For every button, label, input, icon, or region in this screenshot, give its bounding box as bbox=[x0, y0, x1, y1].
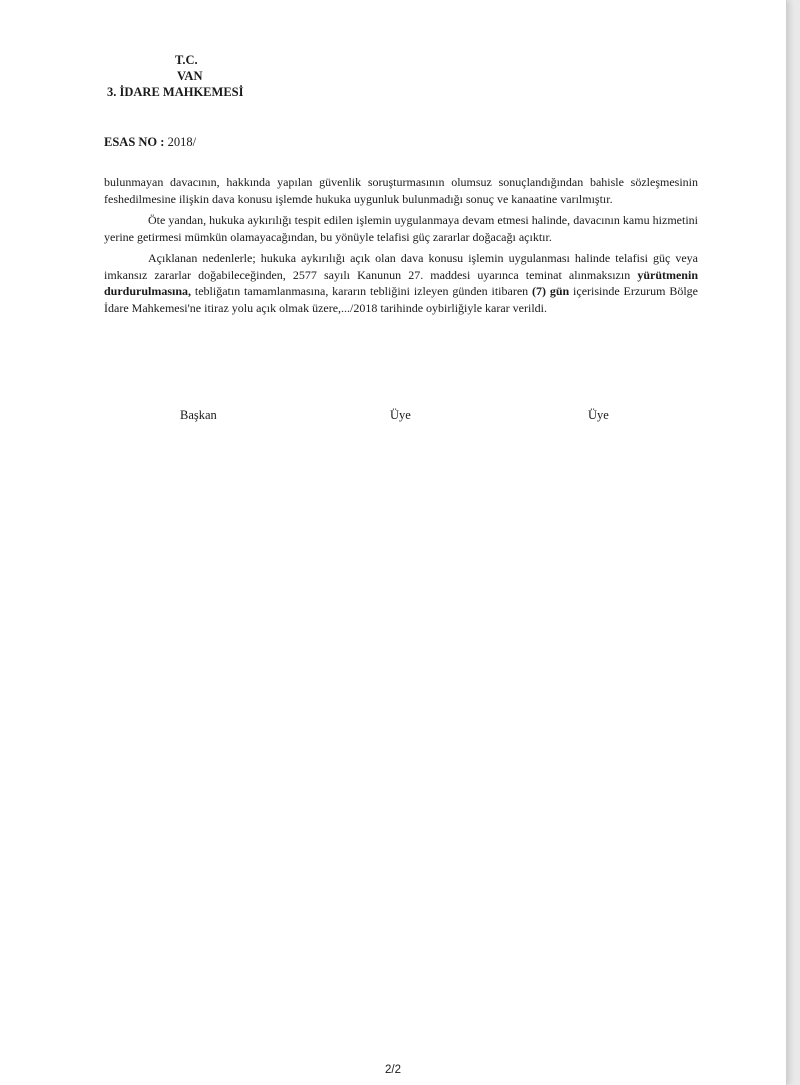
header-city: VAN bbox=[177, 69, 203, 83]
signature-member-1: Üye bbox=[390, 408, 411, 422]
signature-president: Başkan bbox=[180, 408, 217, 422]
header-tc: T.C. bbox=[175, 53, 198, 67]
header-court-name: 3. İDARE MAHKEMESİ bbox=[107, 85, 244, 99]
esas-label: ESAS NO : bbox=[104, 135, 165, 149]
signature-member-2: Üye bbox=[588, 408, 609, 422]
esas-number bbox=[104, 135, 196, 150]
paragraph-3-bold-days: (7) gün bbox=[532, 284, 570, 298]
paragraph-3-part-c: içerisinde Erzurum Bölge İdare Mahkemesi'ne itiraz yolu açık olmak üzere,.../2018 tarihinde oybirliğiyle karar verildi. bbox=[104, 284, 699, 315]
paragraph-3-part-b: tebliğatın tamamlanmasına, kararın tebliğini izleyen günden itibaren bbox=[191, 284, 532, 298]
esas-value: 2018/ bbox=[167, 135, 197, 149]
court-header bbox=[105, 52, 305, 100]
decision-body bbox=[104, 174, 698, 321]
paragraph-3-bold-stay: yürütmenin durdurulmasına, bbox=[104, 267, 698, 298]
paragraph-3-part-a: Açıklanan nedenlerle; hukuka aykırılığı açık olan dava konusu işlemin uygulanması halinde telafisi güç veya imkansız zararlar doğabileceğinden, 2577 sayılı Kanunun 27. maddesi uyarınca teminat alınmaksızın bbox=[104, 251, 698, 282]
paragraph-2: Öte yandan, hukuka aykırılığı tespit edilen işlemin uygulanmaya devam etmesi halinde, davacının kamu hizmetini yerine getirmesi mümkün olamayacağından, bu yönüyle telafisi güç zararlar doğacağı açıktır. bbox=[104, 213, 698, 244]
paragraph-3 bbox=[104, 250, 698, 316]
page-number: 2/2 bbox=[385, 1064, 401, 1076]
paragraph-1: bulunmayan davacının, hakkında yapılan güvenlik soruşturmasının olumsuz sonuçlandığından bahisle sözleşmesinin feshedilmesine ilişkin dava konusu işlemde hukuka uygunluk bulunmadığı sonuç ve kanaatine varılmıştır. bbox=[104, 175, 698, 206]
